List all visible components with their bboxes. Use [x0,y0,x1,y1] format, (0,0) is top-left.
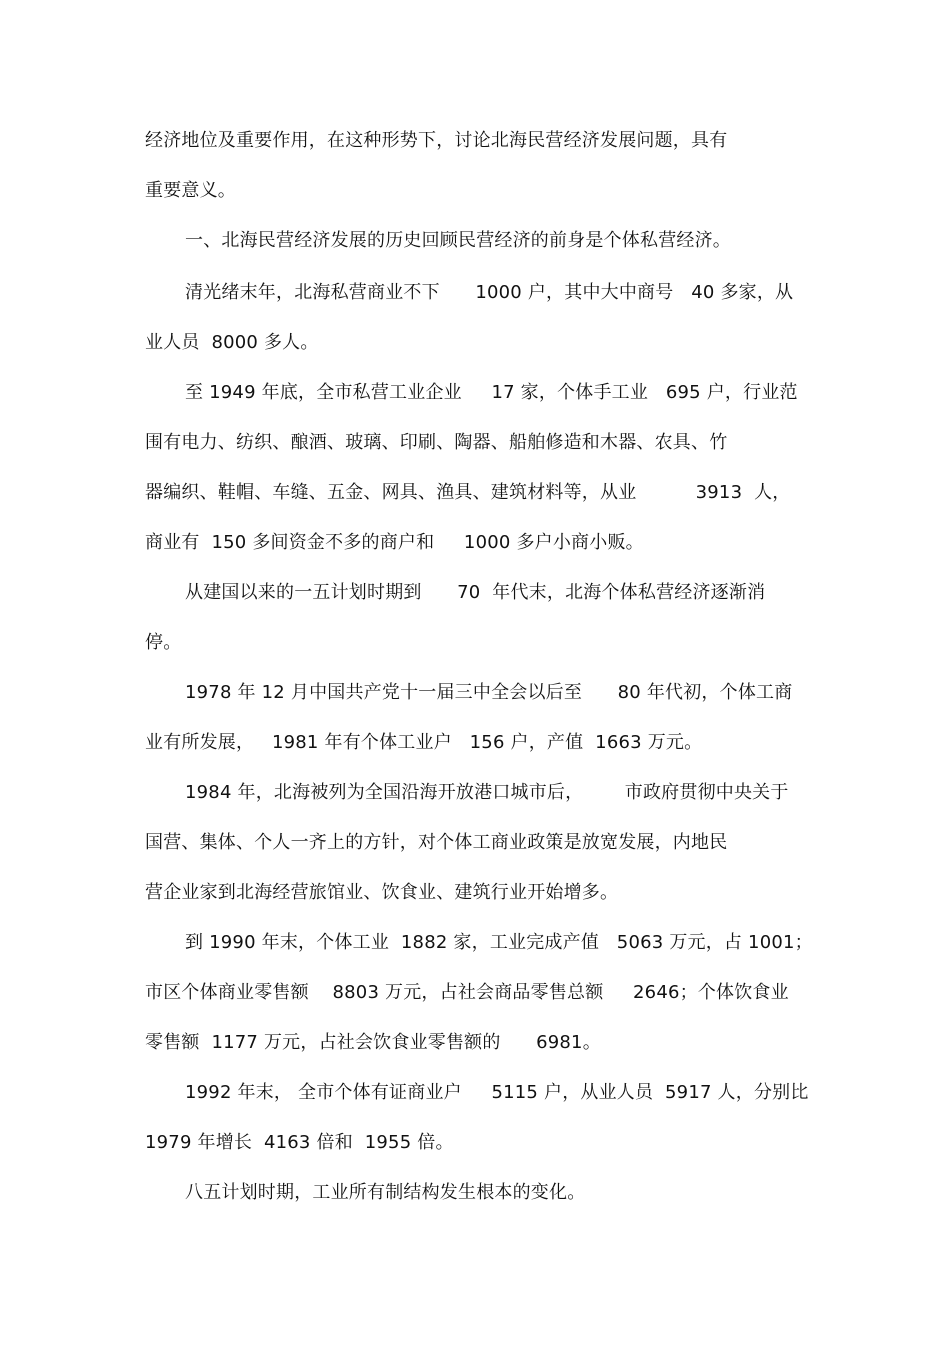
section-heading: 一、北海民营经济发展的历史回顾民营经济的前身是个体私营经济。 [185,230,731,251]
text-line: 市区个体商业零售额 8803 万元，占社会商品零售总额 2646；个体饮食业 [145,982,789,1003]
text-line: 零售额 1177 万元，占社会饮食业零售额的 6981。 [145,1032,601,1053]
text-line: 重要意义。 [145,180,236,201]
text-line: 器编织、鞋帽、车缝、五金、网具、渔具、建筑材料等，从业 3913 人， [145,482,791,503]
text-line: 1978 年 12 月中国共产党十一届三中全会以后至 80 年代初，个体工商 [185,682,793,703]
text-line: 国营、集体、个人一齐上的方针，对个体工商业政策是放宽发展，内地民 [145,832,728,853]
text-line: 清光绪末年，北海私营商业不下 1000 户，其中大中商号 40 多家，从 [185,282,794,303]
text-line: 1984 年，北海被列为全国沿海开放港口城市后， 市政府贯彻中央关于 [185,782,789,803]
text-line: 1979 年增长 4163 倍和 1955 倍。 [145,1132,454,1153]
text-line: 1992 年末， 全市个体有证商业户 5115 户，从业人员 5917 人，分别比 [185,1082,809,1103]
text-line: 商业有 150 多间资金不多的商户和 1000 多户小商小贩。 [145,532,644,553]
text-line: 停。 [145,632,182,653]
text-line: 从建国以来的一五计划时期到 70 年代末，北海个体私营经济逐渐消 [185,582,766,603]
text-line: 八五计划时期，工业所有制结构发生根本的变化。 [185,1182,586,1203]
text-line: 营企业家到北海经营旅馆业、饮食业、建筑行业开始增多。 [145,882,619,903]
text-line: 业有所发展， 1981 年有个体工业户 156 户，产值 1663 万元。 [145,732,703,753]
text-line: 围有电力、纺织、酿酒、玻璃、印刷、陶器、船舶修造和木器、农具、竹 [145,432,728,453]
text-line: 业人员 8000 多人。 [145,332,319,353]
text-line: 到 1990 年末，个体工业 1882 家，工业完成产值 5063 万元，占 1001； [185,932,813,953]
text-line: 至 1949 年底，全市私营工业企业 17 家，个体手工业 695 户，行业范 [185,382,798,403]
text-line: 经济地位及重要作用，在这种形势下，讨论北海民营经济发展问题，具有 [145,130,728,151]
